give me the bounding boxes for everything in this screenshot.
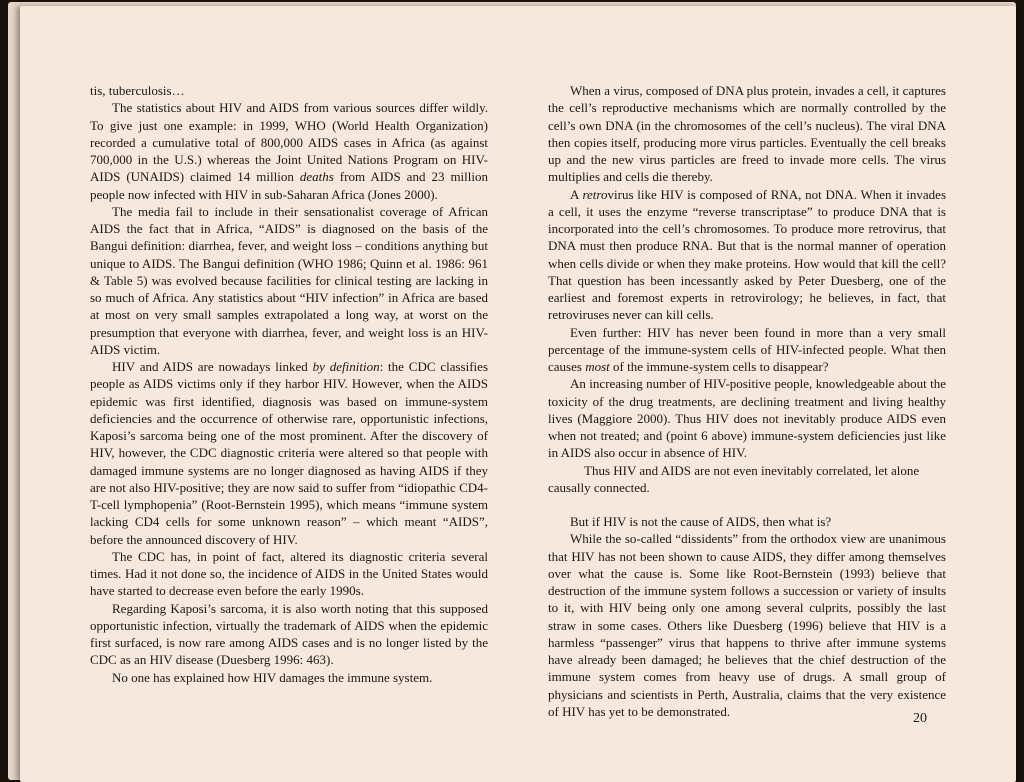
paragraph: [548, 82, 946, 186]
text-run: virus like HIV is composed of RNA, not DNA. When it invades a cell, it uses the enzyme “reverse transcriptase” to produce DNA that is incorporated into the cell’s chromosomes. To produce more retrovirus, that DNA must then produce RNA. But that is the normal manner of operation when cells divide or when they make proteins. How would that kill the cell? That question has been incessantly asked by Peter Duesberg, one of the earliest and foremost experts in retrovirology; he believes, in fact, that retroviruses never can kill cells.: [548, 186, 947, 323]
text-run: But if HIV is not the cause of AIDS, then what is?: [570, 514, 832, 529]
text-run: from AIDS and 23 million people now infected with HIV in sub-Saharan Africa (Jones 2000).: [90, 169, 489, 202]
text-run: of the immune-system cells to disappear?: [609, 359, 829, 374]
text-run: The CDC has, in point of fact, altered its diagnostic criteria several times. Had it not done so, the incidence of AIDS in the United States would have started to decrease even before the early 1990s.: [90, 548, 488, 599]
italic-text: deaths: [299, 169, 334, 185]
paragraph: [90, 669, 488, 686]
right-text-column: [548, 82, 946, 720]
text-run: HIV and AIDS are nowadays linked: [112, 359, 313, 374]
text-run: The media fail to include in their sensationalist coverage of African AIDS the fact that in Africa, “AIDS” is diagnosed on the basis of the Bangui definition: diarrhea, fever, and weight loss – conditions anything but unique to AIDS. The Bangui definition (WHO 1986; Quinn et al. 1986: 961 & Table 5) was evolved because facilities for clinical testing are lacking in so much of Africa. Any statistics about “HIV infection” in Africa are based at most on very small samples extrapolated a long way, at worst on the presumption that everyone with diarrhea, fever, and weight loss is an HIV-AIDS victim.: [90, 203, 488, 357]
page-number: 20: [913, 711, 927, 726]
paragraph: [90, 99, 488, 203]
text-run: : the CDC classifies people as AIDS victims only if they harbor HIV. However, when the AIDS epidemic was first identified, diagnosis was based on immune-system deficiencies and the occurrence of otherwise rare, opportunistic infections, Kaposi’s sarcoma being one of the most prominent. After the discovery of HIV, however, the CDC diagnostic criteria were altered so that people with damaged immune systems are no longer diagnosed as having AIDS if they are not also HIV-positive; they are now said to suffer from “idiopathic CD4-T-cell lymphopenia” (Root-Bernstein 1995), which means “immune system lacking CD4 cells for some unknown reason” – which meant “AIDS”, before the announced discovery of HIV.: [90, 359, 489, 547]
paragraph: [90, 203, 488, 358]
text-run: A: [570, 186, 583, 202]
italic-text: most: [585, 359, 610, 374]
text-run: While the so-called “dissidents” from the orthodox view are unanimous that HIV has not been shown to cause AIDS, they differ among themselves over what the cause is. Some like Root-Bernstein (1993) believe that destruction of the immune system follows a succession or variety of insults to it, with HIV being only one among several culprits, possibly the last straw in some cases. Others like Duesberg (1996) believe that HIV is a harmless “passenger” virus that happens to thrive after immune systems have already been damaged; he believes that the chief destruction of the immune system comes from heavy use of drugs. A small group of physicians and scientists in Perth, Australia, claims that the very existence of HIV has yet to be demonstrated.: [548, 531, 946, 719]
text-run: Regarding Kaposi’s sarcoma, it is also worth noting that this supposed opportunistic infection, virtually the trademark of AIDS when the epidemic first surfaced, is now rare among AIDS cases and is no longer listed by the CDC as an HIV disease (Duesberg 1996: 463).: [90, 600, 488, 668]
text-run: No one has explained how HIV damages the immune system.: [112, 669, 433, 685]
paragraph: [548, 324, 946, 376]
paragraph: [90, 548, 488, 600]
paragraph: [548, 462, 946, 497]
text-run: The statistics about HIV and AIDS from various sources differ wildly. To give just one example: in 1999, WHO (World Health Organization) recorded a cumulative total of 800,000 AIDS cases in Africa (as against 700,000 in the U.S.) whereas the Joint United Nations Program on HIV-AIDS (UNAIDS) claimed 14 million: [90, 100, 488, 185]
italic-text: by definition: [312, 359, 380, 374]
paragraph: [548, 186, 946, 324]
paragraph: [90, 358, 488, 548]
text-run: Even further: HIV has never been found in more than a very small percentage of the immune-system cells of HIV-infected people. What then causes: [548, 324, 946, 374]
book-page: [20, 6, 1016, 782]
paragraph: [90, 600, 488, 669]
text-run: Thus HIV and AIDS are not even inevitably correlated, let alone causally connected.: [548, 462, 920, 495]
text-run: When a virus, composed of DNA plus protein, invades a cell, it captures the cell’s reproductive mechanisms which are normally controlled by the cell’s own DNA (in the chromosomes of the cell’s nucleus). The viral DNA then copies itself, producing more virus particles. Eventually the cell breaks up and the new virus particles are freed to invade more cells. The virus multiplies and cells die thereby.: [548, 83, 946, 185]
paragraph: [548, 530, 946, 720]
text-run: tis, tuberculosis…: [90, 83, 185, 98]
paragraph: [548, 375, 946, 461]
paragraph: [90, 82, 488, 99]
text-run: An increasing number of HIV-positive people, knowledgeable about the toxicity of the drug treatments, are declining treatment and living healthy lives (Maggiore 2000). Thus HIV does not inevitably produce AIDS even when not treated; and (point 6 above) immune-system deficiencies just like in AIDS also occur in absence of HIV.: [548, 376, 946, 461]
italic-text: retro: [582, 186, 608, 202]
paragraph: [548, 513, 946, 530]
left-text-column: [90, 82, 488, 686]
